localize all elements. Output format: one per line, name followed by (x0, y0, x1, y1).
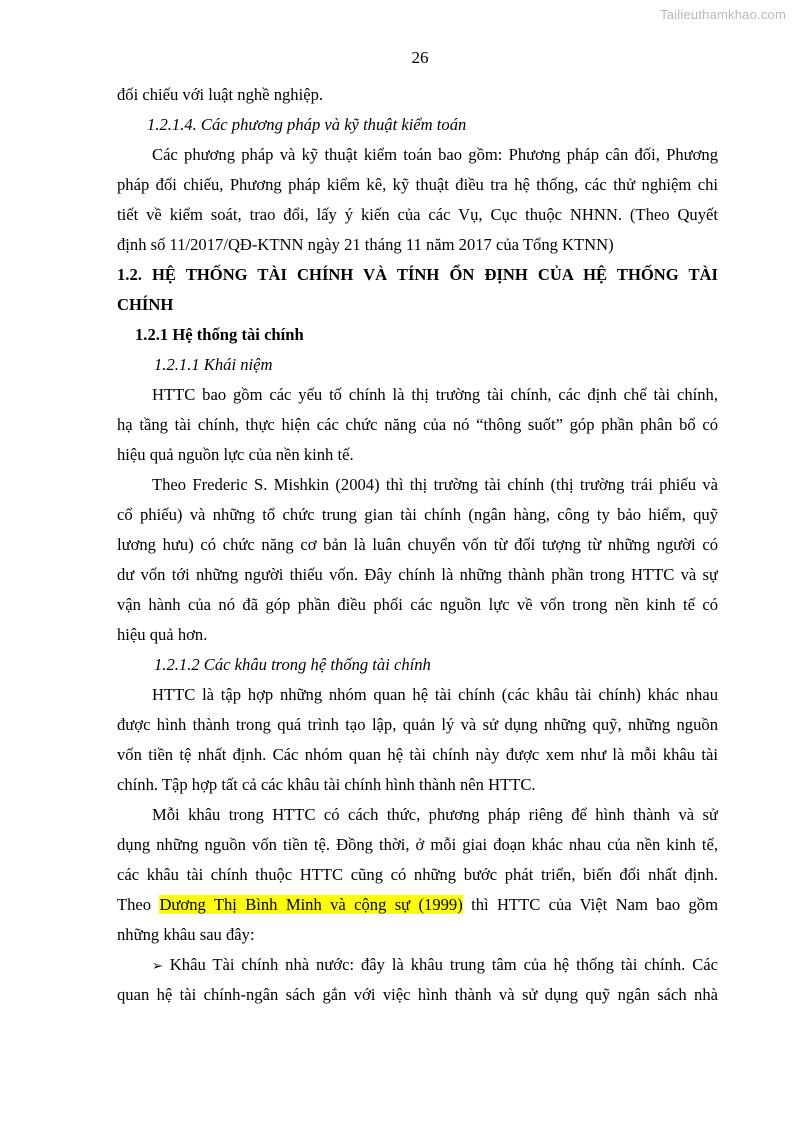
text-line (152, 954, 718, 976)
text-line: quan hệ tài chính-ngân sách gắn với việc hình thành và sử dụng quỹ ngân sách nhà (117, 985, 718, 1004)
subsection-heading-line: 1.2.1.2 Các khâu trong hệ thống tài chính (154, 655, 431, 674)
text-line: hạ tầng tài chính, thực hiện các chức năng của nó “thông suốt” góp phần phân bổ có (117, 415, 718, 434)
text-line: các khâu tài chính thuộc HTTC cũng có những bước phát triển, biến đổi nhất định. (117, 865, 718, 884)
text-line: lương hưu) có chức năng cơ bản là luân chuyển vốn từ đối tượng từ những người có (117, 535, 718, 554)
text-line: vốn tiền tệ nhất định. Các nhóm quan hệ tài chính này được xem như là mỗi khâu tài (117, 745, 718, 764)
text-line: vận hành của nó đã góp phần điều phối các nguồn lực về vốn trong nền kinh tế có (117, 595, 718, 614)
text-line: đối chiếu với luật nghề nghiệp. (117, 85, 324, 104)
page-number: 26 (411, 48, 429, 67)
text-line: Theo Frederic S. Mishkin (2004) thì thị trường tài chính (thị trường trái phiếu và (152, 475, 718, 494)
text-line: Mỗi khâu trong HTTC có cách thức, phương pháp riêng để hình thành và sử (152, 805, 718, 824)
text-line: chính. Tập hợp tất cả các khâu tài chính hình thành nên HTTC. (117, 775, 536, 794)
text-line: dư vốn tới những người thiếu vốn. Đây chính là những thành phần trong HTTC và sự (117, 565, 718, 584)
text-line: HTTC là tập hợp những nhóm quan hệ tài chính (các khâu tài chính) khác nhau (152, 685, 718, 704)
text-span: thì HTTC của Việt Nam bao gồm (462, 895, 718, 914)
highlighted-citation: Dương Thị Bình Minh và cộng sự (1999) (159, 895, 463, 914)
text-line: hiệu quả hơn. (117, 625, 208, 644)
subsection-heading-line: 1.2.1.4. Các phương pháp và kỹ thuật kiểm toán (147, 115, 467, 134)
section-heading-line: CHÍNH (117, 295, 174, 314)
subsection-heading-line: 1.2.1.1 Khái niệm (154, 355, 273, 374)
watermark: Tailieuthamkhao.com (660, 7, 786, 22)
text-line (117, 894, 718, 916)
section-heading-line: 1.2.1 Hệ thống tài chính (135, 325, 304, 344)
arrow-bullet-icon: ➢ (152, 959, 163, 974)
text-line: được hình thành trong quá trình tạo lập, quản lý và sử dụng những quỹ, những nguồn (117, 715, 718, 734)
text-line: Các phương pháp và kỹ thuật kiểm toán bao gồm: Phương pháp cân đối, Phương (152, 145, 718, 164)
text-span: Khâu Tài chính nhà nước: đây là khâu trung tâm của hệ thống tài chính. Các (162, 955, 718, 974)
text-line: HTTC bao gồm các yếu tố chính là thị trường tài chính, các định chế tài chính, (152, 385, 718, 404)
section-heading-line: 1.2. HỆ THỐNG TÀI CHÍNH VÀ TÍNH ỔN ĐỊNH CỦA HỆ THỐNG TÀI (117, 265, 718, 284)
text-line: tiết về kiểm soát, trao đổi, lấy ý kiến của các Vụ, Cục thuộc NHNN. (Theo Quyết (117, 205, 718, 224)
text-line: hiệu quả nguồn lực của nền kinh tế. (117, 445, 354, 464)
text-line: những khâu sau đây: (117, 925, 255, 944)
text-line: dụng những nguồn vốn tiền tệ. Đồng thời, ở mỗi giai đoạn khác nhau của nền kinh tế, (117, 835, 718, 854)
text-span: Theo (117, 895, 160, 914)
text-line: cổ phiếu) và những tổ chức trung gian tài chính (ngân hàng, công ty bảo hiểm, quỹ (117, 505, 718, 524)
text-line: pháp đối chiếu, Phương pháp kiểm kê, kỹ thuật điều tra hệ thống, các thử nghiệm chi (117, 175, 718, 194)
text-line: định số 11/2017/QĐ-KTNN ngày 21 tháng 11 năm 2017 của Tổng KTNN) (117, 235, 614, 254)
